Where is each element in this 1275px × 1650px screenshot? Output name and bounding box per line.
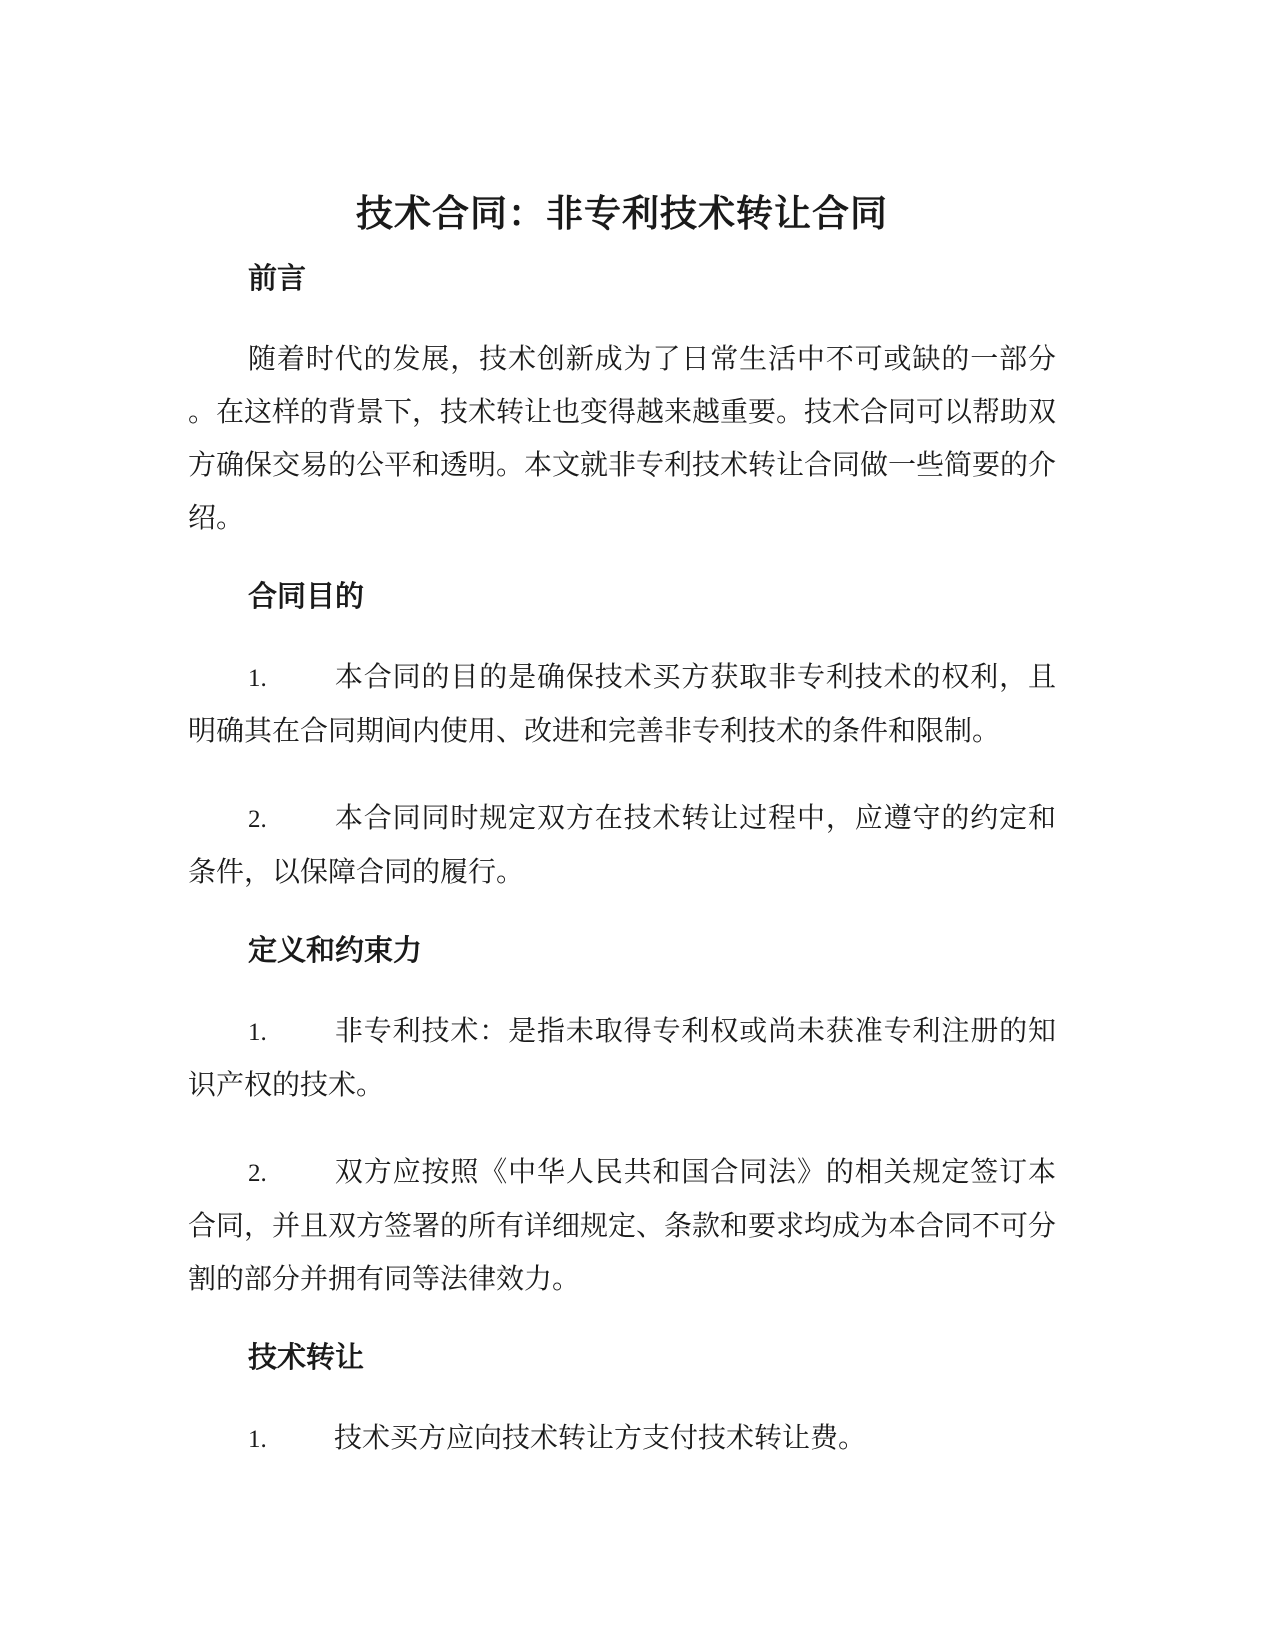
list-item-number: 2.: [248, 806, 267, 833]
list-item-number: 1.: [248, 665, 267, 692]
paragraph-preface: 随着时代的发展，技术创新成为了日常生活中不可或缺的一部分。在这样的背景下，技术转让也变得越来越重要。技术合同可以帮助双方确保交易的公平和透明。本文就非专利技术转让合同做一些简要的介绍。: [188, 344, 1057, 534]
section-definitions: [188, 931, 1056, 1306]
list-item-number: 1.: [248, 1426, 267, 1453]
list-item-text: 本合同同时规定双方在技术转让过程中，应遵守的约定和条件，以保障合同的履行。: [188, 803, 1056, 888]
list-item: [188, 1005, 1056, 1112]
list-item: [188, 792, 1056, 899]
list-item-number: 2.: [248, 1160, 267, 1187]
list-item-text: 技术买方应向技术转让方支付技术转让费。: [334, 1423, 867, 1454]
section-technology-transfer: [188, 1338, 1056, 1466]
section-heading-preface: 前言: [248, 263, 307, 295]
list-item-number: 1.: [248, 1019, 267, 1046]
section-preface: [188, 259, 1056, 545]
list-item-text: 非专利技术：是指未取得专利权或尚未获准专利注册的知识产权的技术。: [188, 1016, 1056, 1101]
section-contract-purpose: [188, 577, 1056, 899]
list-item: [188, 1146, 1056, 1306]
list-item: [188, 1412, 1056, 1466]
section-heading-definitions: 定义和约束力: [248, 935, 423, 967]
list-item-text: 本合同的目的是确保技术买方获取非专利技术的权利，且明确其在合同期间内使用、改进和完善非专利技术的条件和限制。: [188, 662, 1056, 747]
list-item: [188, 651, 1056, 758]
doc-title: 技术合同：非专利技术转让合同: [356, 194, 888, 235]
list-item-text: 双方应按照《中华人民共和国合同法》的相关规定签订本合同，并且双方签署的所有详细规定、条款和要求均成为本合同不可分割的部分并拥有同等法律效力。: [188, 1157, 1057, 1295]
section-heading-technology-transfer: 技术转让: [248, 1342, 365, 1374]
section-heading-contract-purpose: 合同目的: [248, 581, 365, 613]
